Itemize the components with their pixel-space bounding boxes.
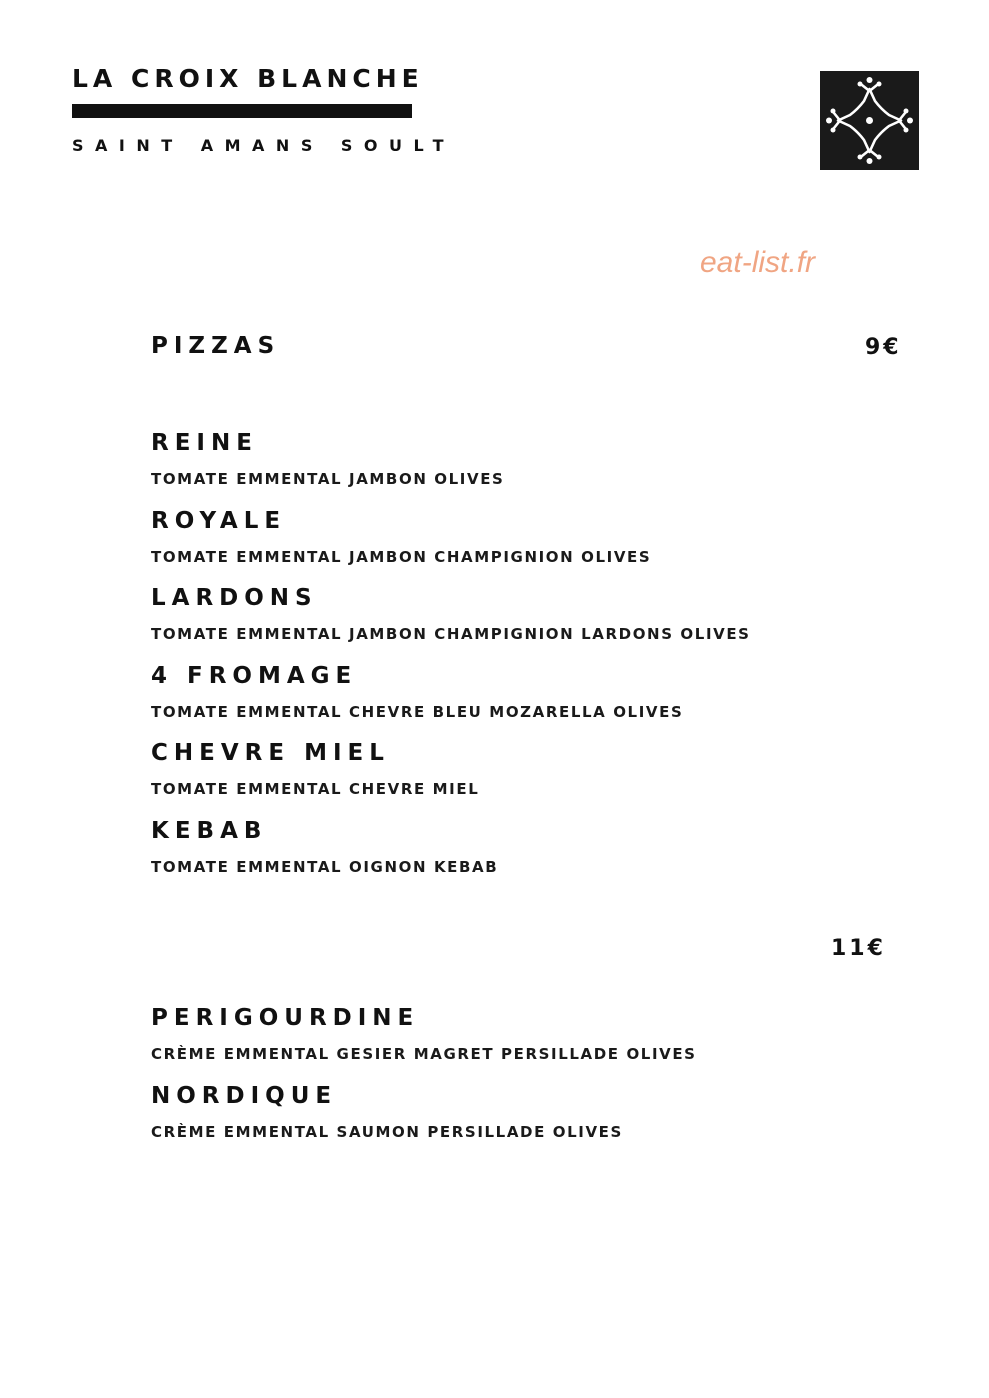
- item-name-perigourdine: PERIGOURDINE: [151, 1005, 420, 1031]
- item-desc-reine: TOMATE EMMENTAL JAMBON OLIVES: [151, 470, 505, 488]
- item-name-lardons: LARDONS: [151, 585, 318, 611]
- item-name-nordique: NORDIQUE: [151, 1083, 338, 1109]
- price-group-2: 11€: [831, 936, 886, 961]
- item-desc-perigourdine: CRÈME EMMENTAL GESIER MAGRET PERSILLADE OLIVES: [151, 1045, 697, 1063]
- watermark: eat-list.fr: [700, 246, 816, 279]
- price-group-1: 9€: [865, 335, 902, 360]
- item-desc-4-fromage: TOMATE EMMENTAL CHEVRE BLEU MOZARELLA OLIVES: [151, 703, 684, 721]
- item-desc-lardons: TOMATE EMMENTAL JAMBON CHAMPIGNION LARDONS OLIVES: [151, 625, 751, 643]
- section-title: PIZZAS: [151, 333, 281, 359]
- brand-subtitle: SAINT AMANS SOULT: [72, 136, 455, 155]
- item-name-royale: ROYALE: [151, 508, 287, 534]
- item-desc-nordique: CRÈME EMMENTAL SAUMON PERSILLADE OLIVES: [151, 1123, 623, 1141]
- item-desc-chevre-miel: TOMATE EMMENTAL CHEVRE MIEL: [151, 780, 480, 798]
- item-desc-kebab: TOMATE EMMENTAL OIGNON KEBAB: [151, 858, 499, 876]
- item-name-chevre-miel: CHEVRE MIEL: [151, 740, 390, 766]
- item-desc-royale: TOMATE EMMENTAL JAMBON CHAMPIGNION OLIVES: [151, 548, 652, 566]
- brand-rule: [72, 104, 412, 118]
- occitan-cross-icon: [820, 71, 919, 170]
- item-name-kebab: KEBAB: [151, 818, 268, 844]
- item-name-4-fromage: 4 FROMAGE: [151, 663, 358, 689]
- brand-title: LA CROIX BLANCHE: [72, 64, 424, 93]
- item-name-reine: REINE: [151, 430, 258, 456]
